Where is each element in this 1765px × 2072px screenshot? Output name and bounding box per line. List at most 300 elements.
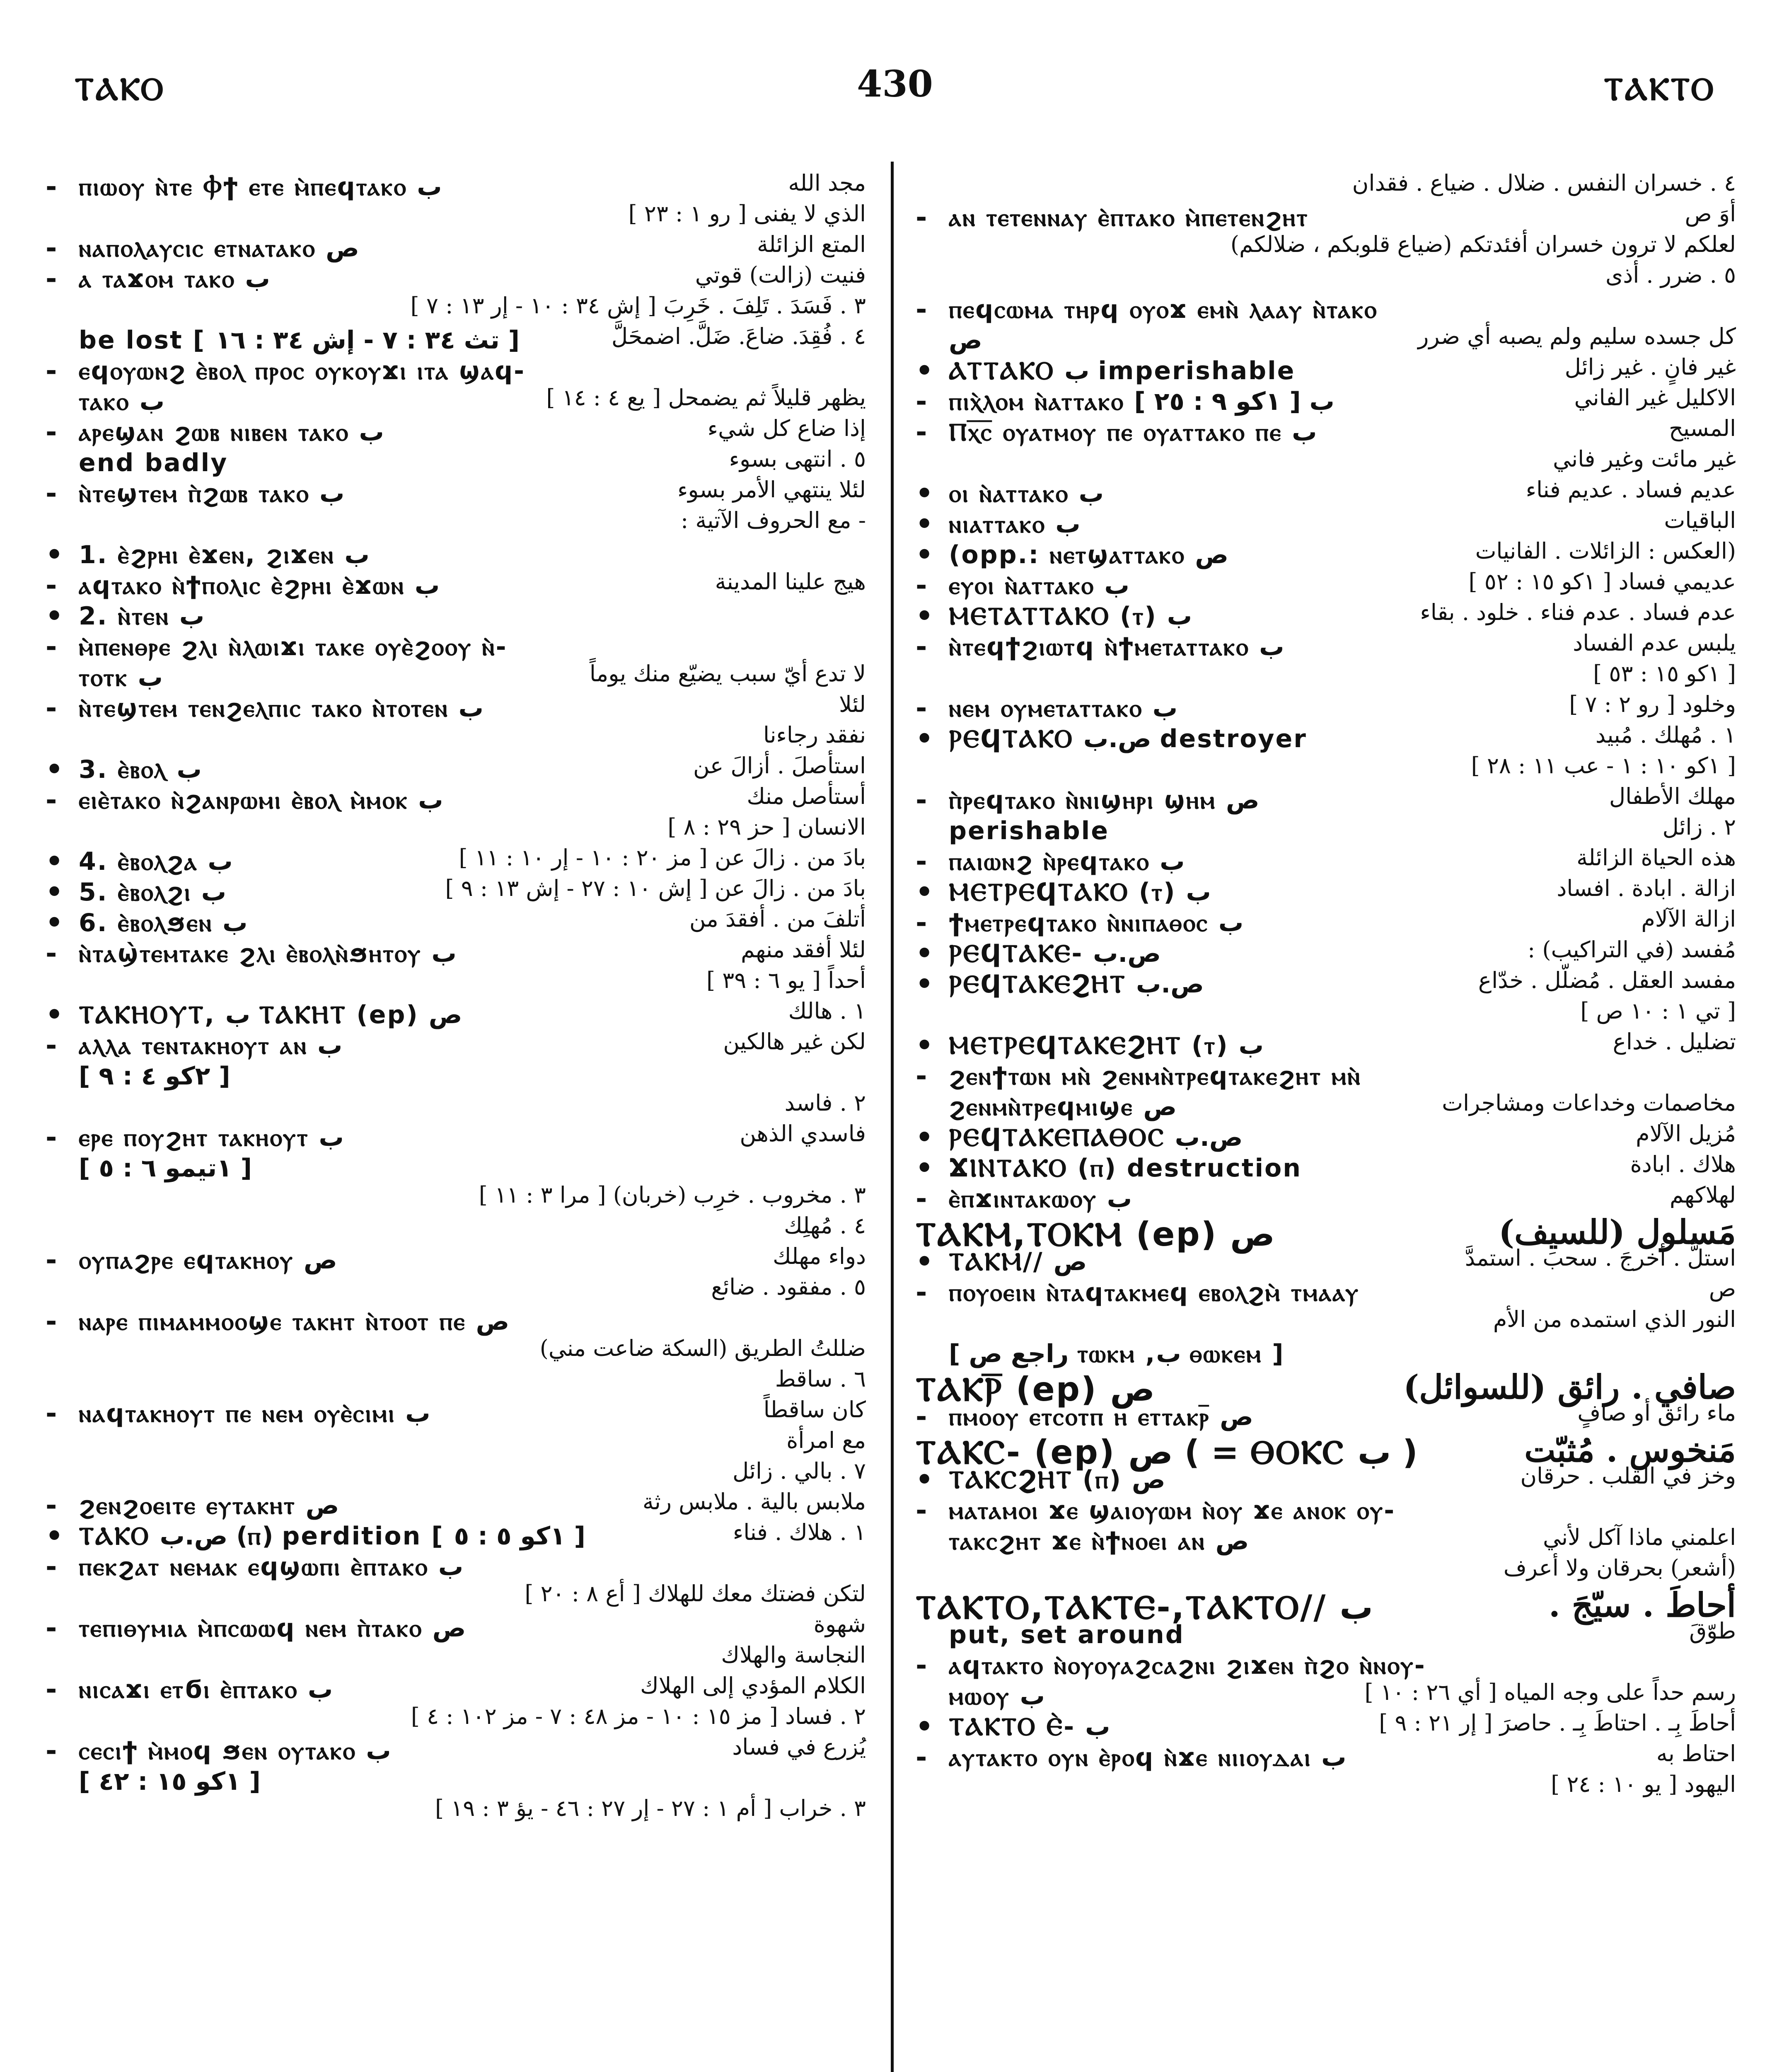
bullet-marker: • <box>916 968 933 1000</box>
arabic-gloss: - مع الحروف الآتية : <box>680 507 866 533</box>
arabic-gloss: ٥ . انتهى بسوء <box>729 446 866 472</box>
entry-line <box>916 323 1736 354</box>
entry-line <box>46 262 866 293</box>
coptic-text: ⲡ̀ⲣⲉϥⲧⲁⲕⲟ ⲛ̀ⲛⲓϣⲏⲣⲓ ϣⲏⲙ ص <box>949 786 1260 815</box>
coptic-text: ⲧⲁⲕⲟ ب <box>79 387 165 416</box>
coptic-text: ⲛⲓⲥⲁϫⲓ ⲉⲧϭⲓ ⲉ̀ⲡⲧⲁⲕⲟ ب <box>79 1675 333 1704</box>
arabic-gloss: أحداً [ يو ٦ : ٣٩ ] <box>706 967 866 993</box>
dash-marker: - <box>46 1612 57 1644</box>
arabic-gloss: ٤ . خسران النفس . ضلال . ضياع . فقدان <box>1352 170 1736 196</box>
coptic-text: ⲙ̀ⲡⲉⲛⲑⲣⲉ ϩⲗⲓ ⲛ̀ⲗⲱⲓϫⲓ ⲧⲁⲕⲉ ⲟⲩⲉ̀ϩⲟⲟⲩ ⲛ̀- <box>79 632 508 661</box>
bullet-marker: • <box>916 1121 933 1153</box>
entry-line <box>916 814 1736 845</box>
entry-line <box>916 1245 1736 1276</box>
coptic-text: ⲀⲦⲦⲀⲔⲞ ب imperishable <box>949 356 1296 385</box>
entry-line <box>46 1642 866 1673</box>
arabic-gloss: هلاك . ابادة <box>1630 1151 1736 1177</box>
coptic-text: ⲡⲓⲭ̀ⲗⲟⲙ ⲛ̀ⲁⲧⲧⲁⲕⲟ ب [ ١كو ٩ : ٢٥ ] <box>949 387 1335 416</box>
page-header <box>75 62 1715 120</box>
arabic-gloss: لهلاكهم <box>1669 1182 1736 1208</box>
dash-marker: - <box>916 1741 927 1773</box>
entry-line <box>916 998 1736 1029</box>
arabic-gloss: أتلفَ من . أفقدَ من <box>689 906 866 932</box>
dash-marker: - <box>916 907 927 939</box>
arabic-gloss: مخاصمات وخداعات ومشاجرات <box>1442 1090 1736 1116</box>
coptic-text: 5. ⲉ̀ⲃⲟⲗϩⲓ ب <box>79 878 227 907</box>
entry-line <box>46 753 866 783</box>
arabic-gloss: ٤ . فُقِدَ. ضاعَ. ضَلَّ. اضمحَلَّ <box>611 323 866 349</box>
headword: ⲦⲀⲔⲤ- (ep) ص ( = ⲐⲞⲔⲤ ب ) <box>916 1433 1418 1472</box>
arabic-gloss: استأصلَ . أزالَ عن <box>693 753 866 779</box>
dash-marker: - <box>46 263 57 295</box>
dash-marker: - <box>46 1305 57 1337</box>
dash-marker: - <box>46 1029 57 1061</box>
coptic-text: ⲁⲩⲧⲁⲕⲧⲟ ⲟⲩⲛ ⲉ̀ⲣⲟϥ ⲛ̀ϫⲉ ⲛⲓⲓⲟⲩⲇⲁⲓ ب <box>949 1743 1347 1772</box>
entry-line <box>916 1121 1736 1151</box>
bullet-marker: • <box>916 539 933 571</box>
arabic-gloss: كان ساقطاً <box>763 1397 866 1423</box>
entry-line <box>46 875 866 906</box>
arabic-gloss: مَنخوس . مُثبّت <box>1524 1431 1736 1469</box>
arabic-gloss: لكن غير هالكين <box>723 1029 866 1055</box>
coptic-text: ⲦⲀⲔⲎⲞⲨⲦ, ب ⲦⲀⲔⲎⲦ (ep) ص <box>79 1000 462 1029</box>
dash-marker: - <box>46 232 57 264</box>
entry-line <box>916 1182 1736 1213</box>
arabic-gloss: الانسان [ حز ٢٩ : ٨ ] <box>667 814 866 840</box>
arabic-gloss: وخز في القلب . حرقان <box>1520 1463 1736 1489</box>
entry-line <box>916 1151 1736 1182</box>
page-number: 430 <box>857 62 933 105</box>
right-column <box>916 170 1736 1802</box>
entry-line <box>46 538 866 569</box>
entry-line <box>46 937 866 967</box>
arabic-gloss: هذه الحياة الزائلة <box>1576 845 1736 871</box>
arabic-gloss: [ تي ١ : ١٠ ص ] <box>1580 998 1736 1024</box>
coptic-text: ⲁϥⲧⲁⲕⲧⲟ ⲛ̀ⲟⲩⲟⲩⲁϩⲥⲁϩⲛⲓ ϩⲓϫⲉⲛ ⲡ̀ϩⲟ ⲛ̀ⲛⲟⲩ- <box>949 1651 1426 1680</box>
arabic-gloss: اعلمني ماذا آكل لأني <box>1543 1524 1736 1550</box>
entry-line <box>46 691 866 722</box>
entry-line <box>46 1397 866 1427</box>
bullet-marker: • <box>916 1152 933 1184</box>
bullet-marker: • <box>46 539 63 571</box>
dash-marker: - <box>46 631 57 663</box>
arabic-gloss: الاكليل غير الفاني <box>1574 385 1736 411</box>
coptic-text: ⲘⲈⲦⲀⲦⲦⲀⲔⲞ (ⲧ) ب <box>949 602 1192 631</box>
entry-line <box>46 1427 866 1458</box>
entry-line <box>46 1581 866 1611</box>
coptic-text: ⲛⲁϥⲧⲁⲕⲏⲟⲩⲧ ⲡⲉ ⲛⲉⲙ ⲟⲩⲉ̀ⲥⲓⲙⲓ ب <box>79 1399 430 1428</box>
entry-line <box>46 1121 866 1151</box>
entry-line <box>46 967 866 998</box>
coptic-text: 6. ⲉ̀ⲃⲟⲗϧⲉⲛ ب <box>79 908 248 937</box>
arabic-gloss: استلَّ . أخرجَ . سحبَ . استمدَّ <box>1465 1245 1736 1271</box>
entry-line <box>46 293 866 323</box>
arabic-gloss: الباقيات <box>1664 507 1736 533</box>
entry-line <box>916 967 1736 998</box>
entry-line <box>46 385 866 415</box>
coptic-text: ⲢⲈϤⲦⲀⲔⲈϨⲎⲦ ص.ب <box>949 970 1204 999</box>
bullet-marker: • <box>46 907 63 939</box>
entry-line <box>916 262 1736 293</box>
bullet-marker: • <box>916 1029 933 1061</box>
entry-line <box>916 1493 1736 1524</box>
coptic-text: ⲛⲉⲙ ⲟⲩⲙⲉⲧⲁⲧⲧⲁⲕⲟ ب <box>949 694 1178 723</box>
dash-marker: - <box>46 416 57 448</box>
entry-line <box>916 1059 1736 1090</box>
entry-line <box>46 170 866 201</box>
bullet-marker: • <box>46 876 63 908</box>
dash-marker: - <box>46 692 57 724</box>
coptic-text: ⲙⲁⲧⲁⲙⲟⲓ ϫⲉ ϣⲁⲓⲟⲩⲱⲙ ⲛ̀ⲟⲩ ϫⲉ ⲁⲛⲟⲕ ⲟⲩ- <box>949 1496 1396 1525</box>
coptic-text: ⲢⲈϤⲦⲀⲔⲈ- ص.ب <box>949 939 1161 968</box>
coptic-text: perishable <box>949 816 1109 845</box>
entry-line <box>916 845 1736 875</box>
arabic-gloss: ٧ . بالي . زائل <box>733 1458 866 1484</box>
dash-marker: - <box>916 569 927 601</box>
bullet-marker: • <box>916 723 933 755</box>
coptic-text: [ ١كو ١٥ : ٤٢ ] <box>79 1767 261 1796</box>
arabic-gloss: غير مائت وغير فاني <box>1553 446 1736 472</box>
dash-marker: - <box>916 385 927 417</box>
entry-line <box>916 477 1736 507</box>
dash-marker: - <box>916 631 927 663</box>
headword: ⲦⲀⲔⲦⲞ,ⲦⲀⲔⲦⲈ-,ⲦⲀⲔⲦⲞ// ب <box>916 1588 1373 1627</box>
coptic-text: ⲁⲗⲗⲁ ⲧⲉⲛⲧⲁⲕⲏⲟⲩⲧ ⲁⲛ ب <box>79 1031 343 1060</box>
entry-line <box>916 1431 1736 1472</box>
entry-line <box>46 783 866 814</box>
entry-line <box>46 201 866 231</box>
bullet-marker: • <box>46 600 63 632</box>
entry-line <box>916 1618 1736 1648</box>
arabic-gloss: بادَ من . زالَ عن [ مز ٢٠ : ١٠ - إر ١٠ : ١١ ] <box>459 845 866 871</box>
entry-line <box>46 1029 866 1059</box>
arabic-gloss: ٥ . ضرر . أذى <box>1605 262 1736 288</box>
dash-marker: - <box>46 569 57 601</box>
arabic-gloss: طوّقَ <box>1689 1618 1736 1644</box>
entry-line <box>916 722 1736 753</box>
coptic-text: ⲉ̀ⲡϫⲓⲛⲧⲁⲕⲱⲟⲩ ب <box>949 1184 1132 1213</box>
coptic-text: ص <box>949 326 982 355</box>
coptic-text: ⲦⲀⲔⲦⲞ Ⲉ̀- ب <box>949 1712 1110 1741</box>
entry-line <box>916 661 1736 691</box>
dash-marker: - <box>46 1489 57 1521</box>
entry-line <box>916 599 1736 630</box>
arabic-gloss: مع امرأة <box>786 1427 866 1453</box>
bullet-marker: • <box>916 876 933 908</box>
arabic-gloss: النجاسة والهلاك <box>721 1642 866 1668</box>
arabic-gloss: (العكس : الزائلات . الفانيات <box>1475 538 1736 564</box>
coptic-text: 3. ⲉ̀ⲃⲟⲗ ب <box>79 755 202 784</box>
coptic-text: ⲡⲟⲩⲟⲉⲓⲛ ⲛ̀ⲧⲁϥⲧⲁⲕⲙⲉϥ ⲉⲃⲟⲗϩⲙ̀ ⲧⲙⲁⲁⲩ <box>949 1278 1360 1307</box>
left-column <box>46 170 866 1826</box>
arabic-gloss: (أشعر) بحرقان ولا أعرف <box>1503 1555 1736 1581</box>
coptic-text: ⲡⲁⲓⲱⲛϩ ⲛ̀ⲣⲉϥⲧⲁⲕⲟ ب <box>949 847 1185 876</box>
coptic-text: end badly <box>79 448 228 477</box>
entry-line <box>46 599 866 630</box>
dash-marker: - <box>916 692 927 724</box>
dash-marker: - <box>916 201 927 233</box>
entry-line <box>46 1734 866 1765</box>
arabic-gloss: فنيت (زالت) قوتي <box>695 262 866 288</box>
arabic-gloss: لتكن فضتك معك للهلاك [ أع ٨ : ٢٠ ] <box>525 1581 866 1607</box>
entry-line <box>916 875 1736 906</box>
coptic-text: be lost [ تث ٣٤ : ٧ - إش ٣٤ : ١٦ ] <box>79 326 521 355</box>
entry-line <box>916 1710 1736 1743</box>
entry-line <box>916 231 1736 262</box>
arabic-gloss: مَسلول (للسيف) <box>1499 1213 1736 1251</box>
arabic-gloss: ٦ . ساقط <box>775 1366 866 1392</box>
header-left-guideword: ⲦⲀⲔⲞ <box>75 70 165 107</box>
coptic-text: ⲛ̀ⲧⲉϣⲧⲉⲙ ⲧⲉⲛϩⲉⲗⲡⲓⲥ ⲧⲁⲕⲟ ⲛ̀ⲧⲟⲧⲉⲛ ب <box>79 694 484 723</box>
entry-line <box>916 1679 1736 1710</box>
dash-marker: - <box>46 1397 57 1429</box>
dash-marker: - <box>46 355 57 387</box>
bullet-marker: • <box>916 477 933 509</box>
arabic-gloss: وخلود [ رو ٢ : ٧ ] <box>1569 691 1736 717</box>
entry-line <box>916 1524 1736 1555</box>
entry-line <box>916 1276 1736 1306</box>
entry-line <box>46 1703 866 1734</box>
bullet-marker: • <box>916 1246 933 1278</box>
arabic-gloss: ٢ . فاسد <box>784 1090 866 1116</box>
entry-line <box>46 1366 866 1397</box>
entry-line <box>46 998 866 1029</box>
dash-marker: - <box>46 1244 57 1276</box>
arabic-gloss: ١ . مُهلك . مُبيد <box>1595 722 1736 748</box>
dash-marker: - <box>46 937 57 969</box>
arabic-gloss: فاسدي الذهن <box>740 1121 866 1147</box>
column-divider <box>891 162 894 2072</box>
arabic-gloss: لا تدع أيّ سبب يضيّع منك يوماً <box>589 661 866 687</box>
coptic-text: [ ١تيمو ٦ : ٥ ] <box>79 1154 252 1183</box>
entry-line <box>916 538 1736 569</box>
arabic-gloss: ضللتُ الطريق (السكة ضاعت مني) <box>539 1335 866 1361</box>
arabic-gloss: أستأصل منك <box>747 783 866 809</box>
entry-line <box>916 354 1736 385</box>
entry-line <box>46 231 866 262</box>
arabic-gloss: صافي . رائق (للسوائل) <box>1403 1368 1736 1406</box>
dash-marker: - <box>46 477 57 509</box>
dash-marker: - <box>46 1735 57 1767</box>
entry-line <box>916 1306 1736 1337</box>
entry-line <box>916 1337 1736 1368</box>
entry-line <box>46 323 866 354</box>
arabic-gloss: الذي لا يفنى [ رو ١ : ٢٣ ] <box>628 201 866 227</box>
entry-line <box>916 783 1736 814</box>
dash-marker: - <box>916 1649 927 1681</box>
coptic-text: ⲢⲈϤⲦⲀⲔⲞ ص.ب destroyer <box>949 724 1307 753</box>
arabic-gloss: مُزيل الآلام <box>1636 1121 1736 1147</box>
arabic-gloss: يظهر قليلاً ثم يضمحل [ يع ٤ : ١٤ ] <box>546 385 866 411</box>
bullet-marker: • <box>46 845 63 877</box>
arabic-gloss: عديمي فساد [ ١كو ١٥ : ٥٢ ] <box>1468 569 1736 595</box>
entry-line <box>916 1029 1736 1059</box>
coptic-text: ϪⲒⲚⲦⲀⲔⲞ (ⲡ) destruction <box>949 1154 1302 1183</box>
arabic-gloss: عديم فساد . عديم فناء <box>1526 477 1736 503</box>
coptic-text: ϩⲉⲛϩⲟⲉⲓⲧⲉ ⲉⲩⲧⲁⲕⲏⲧ ص <box>79 1491 339 1520</box>
coptic-text: ⲛ̀ⲧⲉϣⲧⲉⲙ ⲡ̀ϩⲱⲃ ⲧⲁⲕⲟ ب <box>79 479 345 508</box>
entry-line <box>46 1550 866 1581</box>
entry-line <box>46 1243 866 1274</box>
coptic-text: ϩⲉⲛⲙⲛ̀ⲧⲣⲉϥⲙⲓϣⲉ ص <box>949 1092 1177 1121</box>
entry-line <box>916 293 1736 323</box>
bullet-marker: • <box>916 1711 933 1743</box>
arabic-gloss: لعلكم لا ترون خسران أفئدتكم (ضياع قلوبكم ، ضلالكم) <box>1230 231 1736 257</box>
coptic-text: ⲢⲈϤⲦⲀⲔⲈⲠⲀⲐⲞⲤ ص.ب <box>949 1123 1243 1152</box>
arabic-gloss: ماء رائق أو صافٍ <box>1577 1400 1736 1426</box>
arabic-gloss: ٤ . مُهلِك <box>784 1213 866 1239</box>
coptic-text: ⲘⲈⲦⲢⲈϤⲦⲀⲔⲈϨⲎⲦ (ⲧ) ب <box>949 1031 1264 1060</box>
entry-line <box>46 1765 866 1795</box>
coptic-text: 4. ⲉ̀ⲃⲟⲗϩⲁ ب <box>79 847 233 876</box>
coptic-text: ⲟⲩⲡⲁϩⲣⲉ ⲉϥⲧⲁⲕⲏⲟⲩ ص <box>79 1246 337 1275</box>
entry-line <box>46 845 866 875</box>
entry-line <box>46 1489 866 1519</box>
coptic-text: (opp.: ⲛⲉⲧϣⲁⲧⲧⲁⲕⲟ ص <box>949 540 1228 569</box>
bullet-marker: • <box>916 508 933 540</box>
entry-line <box>46 354 866 385</box>
dash-marker: - <box>916 1276 927 1308</box>
arabic-gloss: ازالة . ابادة . افساد <box>1557 875 1736 901</box>
coptic-text: ⲧⲁⲕⲥϩⲏⲧ ϫⲉ ⲛ̀ϯⲛⲟⲉⲓ ⲁⲛ ص <box>949 1527 1249 1556</box>
coptic-text: Ⲡⲭ̅ⲥ̅ ⲟⲩⲁⲧⲙⲟⲩ ⲡⲉ ⲟⲩⲁⲧⲧⲁⲕⲟ ⲡⲉ ب <box>949 418 1317 447</box>
arabic-gloss: الكلام المؤدي إلى الهلاك <box>640 1673 866 1699</box>
dash-marker: - <box>916 1060 927 1092</box>
entry-line <box>916 630 1736 661</box>
coptic-text: ⲉⲣⲉ ⲡⲟⲩϩⲏⲧ ⲧⲁⲕⲏⲟⲩⲧ ب <box>79 1123 344 1152</box>
arabic-gloss: اليهود [ يو ١٠ : ٢٤ ] <box>1551 1771 1736 1797</box>
entry-line <box>46 1458 866 1489</box>
arabic-gloss: مجد الله <box>788 170 866 196</box>
headword: ⲦⲀⲔⲘ,ⲦⲞⲔⲘ (ep) ص <box>916 1215 1275 1254</box>
coptic-text: ⲧⲟⲧⲕ ب <box>79 663 163 692</box>
arabic-gloss: ٣ . فَسَدَ . تَلِفَ . خَرِبَ [ إش ٣٤ : ١٠ - إر ١٣ : ٧ ] <box>410 293 866 319</box>
dash-marker: - <box>46 1673 57 1705</box>
arabic-gloss: النور الذي استمده من الأم <box>1493 1306 1736 1332</box>
entry-line <box>46 477 866 507</box>
arabic-gloss: ملابس بالية . ملابس رثة <box>642 1489 866 1515</box>
entry-line <box>46 661 866 691</box>
entry-line <box>46 722 866 753</box>
entry-line <box>46 1335 866 1366</box>
coptic-text: ⲦⲀⲔⲞ ص.ب (ⲡ) perdition [ ١كو ٥ : ٥ ] <box>79 1522 587 1551</box>
coptic-text: ⲁⲣⲉϣⲁⲛ ϩⲱⲃ ⲛⲓⲃⲉⲛ ⲧⲁⲕⲟ ب <box>79 418 384 447</box>
coptic-text: ⲡⲓⲱⲟⲩ ⲛ̀ⲧⲉ Ⲫϯ ⲉⲧⲉ ⲙ̀ⲡⲉϥⲧⲁⲕⲟ ب <box>79 172 442 201</box>
coptic-text: ϯⲙⲉⲧⲣⲉϥⲧⲁⲕⲟ ⲛ̀ⲛⲓⲡⲁⲑⲟⲥ ب <box>949 908 1244 937</box>
entry-line <box>46 1305 866 1335</box>
arabic-gloss: رسم حداً على وجه المياه [ أي ٢٦ : ١٠ ] <box>1364 1679 1736 1705</box>
arabic-gloss: أحاطَ بِـ . احتاطَ بِـ . حاصرَ [ إر ٢١ : ٩ ] <box>1379 1710 1736 1736</box>
dash-marker: - <box>916 416 927 448</box>
entry-line <box>916 170 1736 201</box>
coptic-text: ⲧⲉⲡⲓⲑⲩⲙⲓⲁ ⲙ̀ⲡⲥⲱⲱϥ ⲛⲉⲙ ⲡ̀ⲧⲁⲕⲟ ص <box>79 1614 466 1643</box>
bullet-marker: • <box>916 1464 933 1496</box>
coptic-text: [ ٢كو ٤ : ٩ ] <box>79 1062 230 1091</box>
arabic-gloss: شهوة <box>813 1611 866 1637</box>
arabic-gloss: يُزرع في فساد <box>732 1734 866 1760</box>
entry-line <box>46 1274 866 1305</box>
coptic-text: ⲘⲈⲦⲢⲈϤⲦⲀⲔⲞ (ⲧ) ب <box>949 878 1211 907</box>
dash-marker: - <box>46 784 57 816</box>
coptic-text: ⲙⲱⲟⲩ ب <box>949 1682 1045 1711</box>
arabic-gloss: تضليل . خداع <box>1613 1029 1736 1055</box>
entry-line <box>46 1213 866 1243</box>
arabic-gloss: مُفسد (في التراكيب) : <box>1528 937 1736 963</box>
arabic-gloss: ١ . هلاك . فناء <box>733 1519 866 1545</box>
coptic-text: ⲟⲓ ⲛ̀ⲁⲧⲧⲁⲕⲟ ب <box>949 479 1104 508</box>
bullet-marker: • <box>46 753 63 785</box>
coptic-text: ⲛⲁⲡⲟⲗⲁⲩⲥⲓⲥ ⲉⲧⲛⲁⲧⲁⲕⲟ ص <box>79 234 359 263</box>
entry-line <box>916 569 1736 599</box>
coptic-text: ⲁ ⲧⲁϫⲟⲙ ⲧⲁⲕⲟ ب <box>79 264 270 293</box>
coptic-text: ⲛ̀ⲧⲉϥϯϩⲓⲱⲧϥ ⲛ̀ϯⲙⲉⲧⲁⲧⲧⲁⲕⲟ ب <box>949 632 1284 661</box>
entry-line <box>916 753 1736 783</box>
bullet-marker: • <box>46 999 63 1031</box>
entry-line <box>916 1585 1736 1627</box>
bullet-marker: • <box>916 600 933 632</box>
coptic-text: 1. ⲉ̀ϩⲣⲏⲓ ⲉ̀ϫⲉⲛ, ϩⲓϫⲉⲛ ب <box>79 540 370 569</box>
entry-line <box>916 415 1736 446</box>
coptic-text: ⲉⲩⲟⲓ ⲛ̀ⲁⲧⲧⲁⲕⲟ ب <box>949 571 1129 600</box>
dash-marker: - <box>916 293 927 325</box>
entry-line <box>46 1059 866 1090</box>
coptic-text: [ راجع ص ⲧⲱⲕⲙ ,ب ⲑⲱⲕⲉⲙ ] <box>949 1339 1284 1368</box>
entry-line <box>46 1090 866 1121</box>
arabic-gloss: ١ . هالك <box>788 998 866 1024</box>
arabic-gloss: لئلا <box>839 691 866 717</box>
entry-line <box>916 1463 1736 1496</box>
coptic-text: 2. ⲛ̀ⲧⲉⲛ ب <box>79 602 205 631</box>
entry-line <box>916 1740 1736 1771</box>
entry-line <box>46 1673 866 1703</box>
coptic-text: ⲁϥⲧⲁⲕⲟ ⲛ̀ϯⲡⲟⲗⲓⲥ ⲉ̀ϩⲣⲏⲓ ⲉ̀ϫⲱⲛ ب <box>79 571 440 600</box>
coptic-text: ⲁⲛ ⲧⲉⲧⲉⲛⲛⲁⲩ ⲉ̀ⲡⲧⲁⲕⲟ ⲙ̀ⲡⲉⲧⲉⲛϩⲏⲧ <box>949 203 1309 232</box>
coptic-text: ⲛⲓⲁⲧⲧⲁⲕⲟ ب <box>949 510 1081 539</box>
entry-line <box>916 1213 1736 1254</box>
entry-line <box>916 1090 1736 1121</box>
arabic-gloss: مهلك الأطفال <box>1609 783 1736 809</box>
dash-marker: - <box>916 1183 927 1215</box>
arabic-gloss: ٣ . مخروب . خرِب (خربان) [ مرا ٣ : ١١ ] <box>479 1182 866 1208</box>
coptic-text: ϩⲉⲛϯⲧⲱⲛ ⲙⲛ̀ ϩⲉⲛⲙⲛ̀ⲧⲣⲉϥⲧⲁⲕⲉϩⲏⲧ ⲙⲛ̀ <box>949 1062 1361 1091</box>
entry-line <box>916 201 1736 231</box>
bullet-marker: • <box>916 937 933 969</box>
entry-line <box>46 630 866 661</box>
entry-line <box>46 569 866 599</box>
arabic-gloss: [ ١كو ١٥ : ٥٣ ] <box>1593 661 1736 687</box>
arabic-gloss: بادَ من . زالَ عن [ إش ١٠ : ٢٧ - إش ١٣ : ٩ ] <box>445 875 866 901</box>
dash-marker: - <box>46 1121 57 1153</box>
entry-line <box>916 446 1736 477</box>
arabic-gloss: مفسد العقل . مُضلّل . خدّاع <box>1478 967 1736 993</box>
arabic-gloss: كل جسده سليم ولم يصبه أي ضرر <box>1418 323 1736 349</box>
entry-line <box>46 906 866 937</box>
entry-line <box>916 1648 1736 1679</box>
arabic-gloss: لئلا ينتهي الأمر بسوء <box>677 477 866 503</box>
arabic-gloss: دواء مهلك <box>773 1243 866 1269</box>
arabic-gloss: أوَ ص <box>1685 201 1736 227</box>
entry-line <box>916 1368 1736 1409</box>
dash-marker: - <box>46 1551 57 1583</box>
dash-marker: - <box>916 1401 927 1433</box>
headword: ⲦⲀⲔⲢ̅ (ep) ص <box>916 1370 1155 1409</box>
entry-line <box>46 446 866 477</box>
entry-line <box>916 507 1736 538</box>
coptic-text: put, set around <box>949 1620 1185 1649</box>
arabic-gloss: عدم فساد . عدم فناء . خلود . بقاء <box>1420 599 1736 625</box>
arabic-gloss: ص <box>1709 1276 1736 1302</box>
entry-line <box>916 691 1736 722</box>
